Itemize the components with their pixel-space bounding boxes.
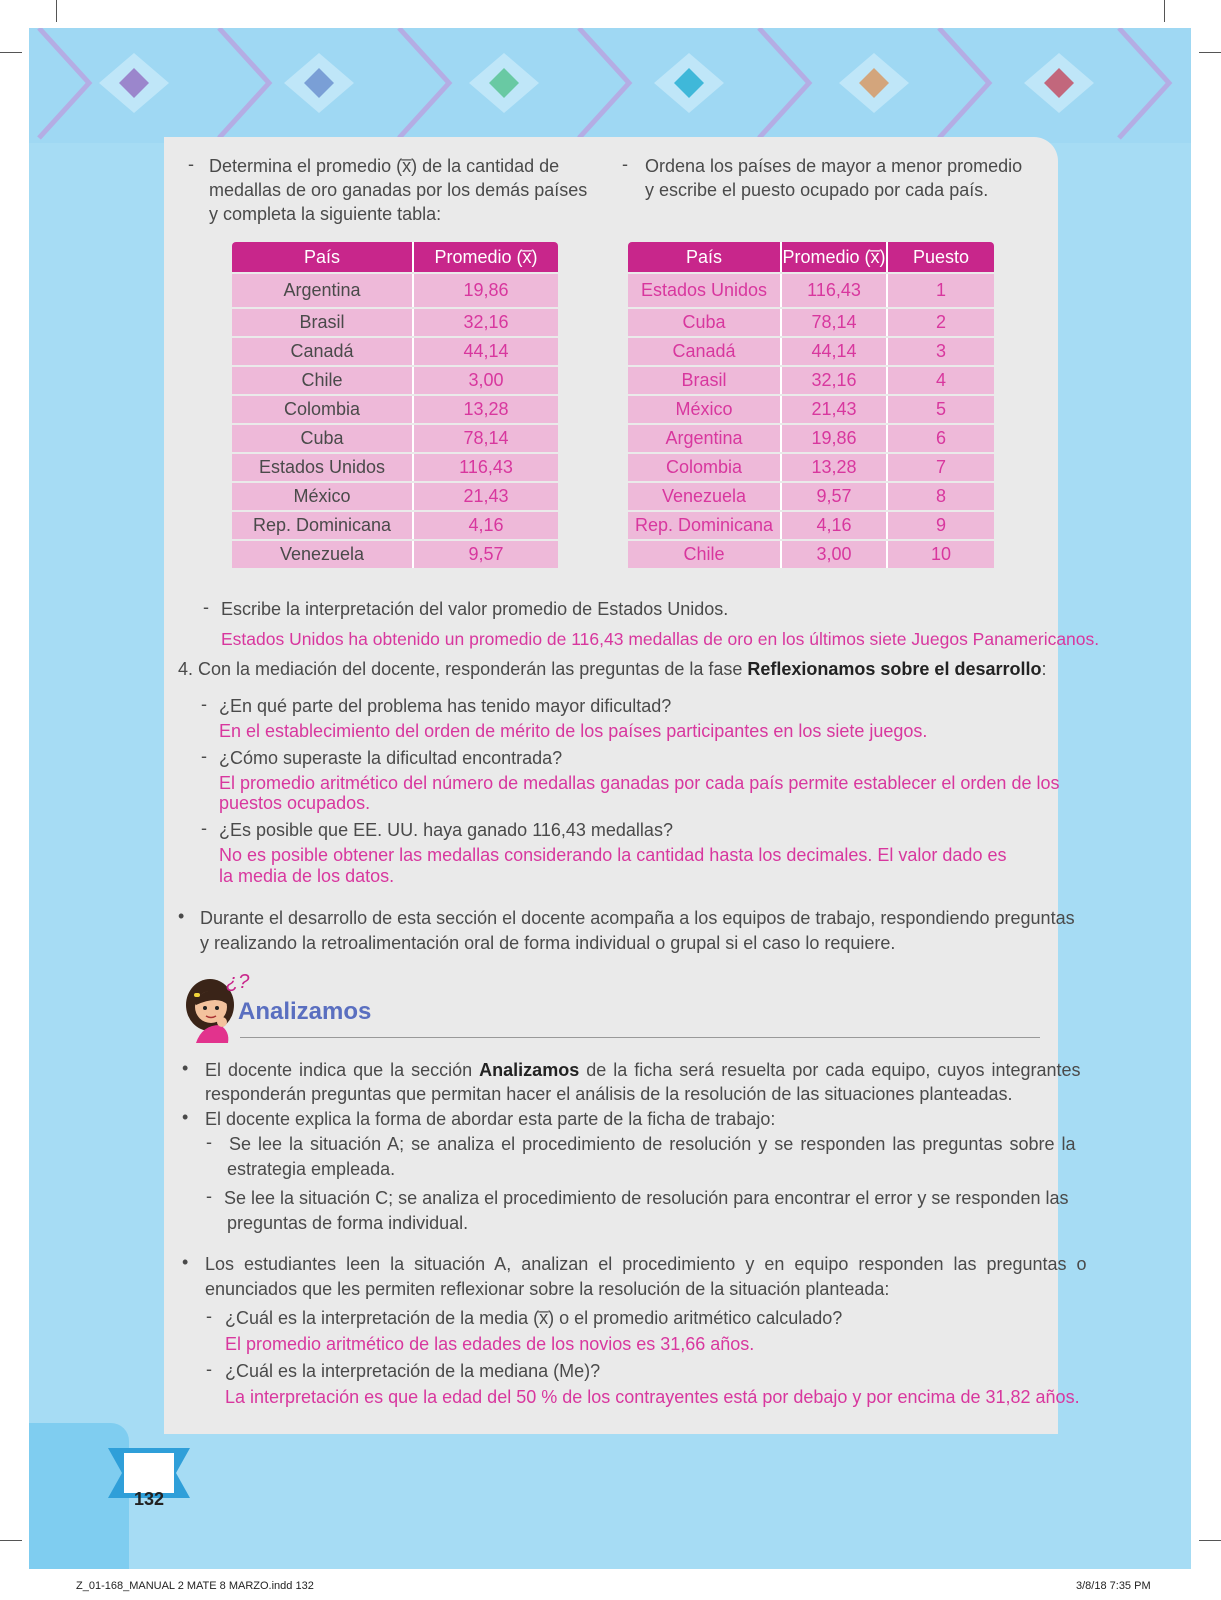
country-cell: Argentina	[232, 274, 414, 307]
section-divider	[240, 1037, 1040, 1038]
bullet-2-bold: Analizamos	[479, 1060, 580, 1080]
bullet-2-line-1	[205, 1058, 1081, 1082]
average-cell: 78,14	[414, 425, 558, 452]
table-averages	[232, 240, 558, 570]
table-row	[232, 338, 558, 365]
rank-cell: 2	[888, 309, 994, 336]
average-cell: 4,16	[782, 512, 888, 539]
answer-5: La interpretación es que la edad del 50 % de los contrayentes está por debajo y por encima de 31,82 años.	[225, 1387, 1080, 1407]
crop-mark	[1199, 52, 1221, 53]
country-cell: Brasil	[232, 309, 414, 336]
table-row	[232, 274, 558, 307]
country-cell: Colombia	[232, 396, 414, 423]
item-4-suffix: :	[1041, 659, 1047, 679]
dash-bullet: -	[206, 1306, 212, 1326]
rank-cell: 10	[888, 541, 994, 568]
bullet-2-suffix: de la ficha será resuelta por cada equipo, cuyos integrantes	[579, 1060, 1081, 1080]
table-row	[628, 512, 994, 539]
question-1: ¿En qué parte del problema has tenido mayor dificultad?	[219, 696, 672, 716]
average-cell: 9,57	[782, 483, 888, 510]
table-row	[232, 483, 558, 510]
rank-cell: 6	[888, 425, 994, 452]
rank-cell: 4	[888, 367, 994, 394]
average-cell: 19,86	[414, 274, 558, 307]
left-instruction: Determina el promedio (x̅) de la cantidad de medallas de oro ganadas por los demás países y completa la siguiente tabla:	[209, 156, 588, 224]
average-cell: 21,43	[414, 483, 558, 510]
average-cell: 32,16	[782, 367, 888, 394]
average-cell: 78,14	[782, 309, 888, 336]
country-cell: Canadá	[628, 338, 782, 365]
bullet: •	[182, 1058, 189, 1078]
bullet-3-sub-2-line-1: Se lee la situación C; se analiza el procedimiento de resolución para encontrar el error y se responden las	[224, 1188, 1069, 1208]
table-row	[628, 425, 994, 452]
country-cell: México	[628, 396, 782, 423]
table-row	[232, 512, 558, 539]
page-number: 132	[133, 1489, 165, 1509]
crop-mark	[0, 1540, 22, 1541]
rank-cell: 7	[888, 454, 994, 481]
answer-1: En el establecimiento del orden de mérito de los países participantes en los siete juegos.	[219, 721, 928, 741]
table-row	[628, 309, 994, 336]
bullet-2-line-2: responderán preguntas que permitan hacer el análisis de la resolución de las situaciones planteadas.	[205, 1084, 1013, 1104]
answer-2-line-2: puestos ocupados.	[219, 793, 371, 813]
country-cell: Cuba	[628, 309, 782, 336]
average-cell: 21,43	[782, 396, 888, 423]
item-4	[178, 657, 1047, 681]
average-cell: 13,28	[782, 454, 888, 481]
average-cell: 13,28	[414, 396, 558, 423]
section-title: Analizamos	[238, 998, 372, 1025]
country-cell: Chile	[628, 541, 782, 568]
bullet-1-line-1: Durante el desarrollo de esta sección el docente acompaña a los equipos de trabajo, respondiendo preguntas	[200, 908, 1075, 928]
country-cell: Cuba	[232, 425, 414, 452]
rank-cell: 9	[888, 512, 994, 539]
column-header: País	[628, 242, 782, 272]
bullet-4-line-1: Los estudiantes leen la situación A, analizan el procedimiento y en equipo responden las preguntas o	[205, 1254, 1087, 1274]
bullet-4-line-2: enunciados que les permiten reflexionar sobre la resolución de la situación planteada:	[205, 1279, 890, 1299]
bullet-3-sub-2-line-2: preguntas de forma individual.	[227, 1213, 469, 1233]
country-cell: Rep. Dominicana	[628, 512, 782, 539]
country-cell: Chile	[232, 367, 414, 394]
table-ranking	[628, 240, 994, 570]
answer-3-line-1: No es posible obtener las medallas considerando la cantidad hasta los decimales. El valor dado es	[219, 845, 1007, 865]
average-cell: 32,16	[414, 309, 558, 336]
table-row	[232, 396, 558, 423]
column-header: Puesto	[888, 242, 994, 272]
answer-4: El promedio aritmético de las edades de los novios es 31,66 años.	[225, 1334, 755, 1354]
crop-mark	[1199, 1540, 1221, 1541]
average-cell: 44,14	[782, 338, 888, 365]
average-cell: 19,86	[782, 425, 888, 452]
decorative-header-band	[29, 28, 1191, 143]
average-cell: 3,00	[414, 367, 558, 394]
crop-mark	[0, 52, 22, 53]
table-row	[628, 483, 994, 510]
country-cell: Estados Unidos	[628, 274, 782, 307]
answer-3-line-2: la media de los datos.	[219, 866, 395, 886]
bullet-3-sub-1-line-1: Se lee la situación A; se analiza el procedimiento de resolución y se responden las preguntas sobre la	[229, 1134, 1076, 1154]
bullet-1-line-2: y realizando la retroalimentación oral de forma individual o grupal si el caso lo requiere.	[200, 933, 896, 953]
country-cell: Estados Unidos	[232, 454, 414, 481]
bullet: •	[182, 1107, 189, 1127]
crop-mark	[56, 0, 57, 22]
column-header: Promedio (x̅)	[782, 242, 888, 272]
bullet: •	[182, 1252, 189, 1272]
bullet-2-text: El docente indica que la sección	[205, 1060, 480, 1080]
country-cell: Venezuela	[232, 541, 414, 568]
dash-bullet: -	[206, 1359, 212, 1379]
footer-timestamp: 3/8/18 7:35 PM	[1076, 1580, 1151, 1592]
table-row	[232, 541, 558, 568]
table-row	[628, 396, 994, 423]
bullet-3: El docente explica la forma de abordar esta parte de la ficha de trabajo:	[205, 1109, 776, 1129]
country-cell: Venezuela	[628, 483, 782, 510]
dash-bullet: -	[206, 1132, 212, 1152]
rank-cell: 5	[888, 396, 994, 423]
dash-bullet: -	[201, 818, 207, 838]
average-cell: 3,00	[782, 541, 888, 568]
bullet-3-sub-1-line-2: estrategia empleada.	[227, 1159, 396, 1179]
answer-2-line-1: El promedio aritmético del número de medallas ganadas por cada país permite establecer el orden de los	[219, 773, 1060, 793]
table-row	[232, 367, 558, 394]
country-cell: Argentina	[628, 425, 782, 452]
column-header: Promedio (x̅)	[414, 242, 558, 272]
rank-cell: 8	[888, 483, 994, 510]
average-cell: 44,14	[414, 338, 558, 365]
column-header: País	[232, 242, 414, 272]
average-cell: 9,57	[414, 541, 558, 568]
table-row	[232, 309, 558, 336]
interpretation-answer: Estados Unidos ha obtenido un promedio de 116,43 medallas de oro en los últimos siete Juegos Panamericanos.	[221, 629, 1100, 649]
table-row	[628, 541, 994, 568]
bullet: •	[178, 906, 185, 926]
table-header-row	[628, 242, 994, 272]
dash-bullet: -	[201, 694, 207, 714]
decorative-pattern	[29, 28, 1191, 143]
dash-bullet: -	[203, 597, 209, 617]
item-4-bold: Reflexionamos sobre el desarrollo	[747, 659, 1042, 679]
average-cell: 116,43	[782, 274, 888, 307]
dash-bullet: -	[201, 746, 207, 766]
table-row	[232, 425, 558, 452]
question-4: ¿Cuál es la interpretación de la media (x̅) o el promedio aritmético calculado?	[225, 1308, 843, 1328]
country-cell: Rep. Dominicana	[232, 512, 414, 539]
table-row	[628, 367, 994, 394]
table-row	[628, 454, 994, 481]
country-cell: Brasil	[628, 367, 782, 394]
table-row	[628, 274, 994, 307]
crop-mark	[1164, 0, 1165, 22]
rank-cell: 1	[888, 274, 994, 307]
country-cell: México	[232, 483, 414, 510]
rank-cell: 3	[888, 338, 994, 365]
dash-bullet: -	[622, 154, 628, 174]
dash-bullet: -	[188, 154, 194, 174]
table-row	[232, 454, 558, 481]
right-instruction: Ordena los países de mayor a menor promedio y escribe el puesto ocupado por cada país.	[645, 156, 1023, 200]
table-row	[628, 338, 994, 365]
question-5: ¿Cuál es la interpretación de la mediana (Me)?	[225, 1361, 601, 1381]
item-4-text: 4. Con la mediación del docente, responderán las preguntas de la fase	[178, 659, 748, 679]
question-2: ¿Cómo superaste la dificultad encontrada?	[219, 748, 563, 768]
country-cell: Colombia	[628, 454, 782, 481]
interpretation-question: Escribe la interpretación del valor promedio de Estados Unidos.	[221, 599, 729, 619]
footer-file-info: Z_01-168_MANUAL 2 MATE 8 MARZO.indd 132	[76, 1580, 314, 1592]
average-cell: 4,16	[414, 512, 558, 539]
question-3: ¿Es posible que EE. UU. haya ganado 116,43 medallas?	[219, 820, 673, 840]
average-cell: 116,43	[414, 454, 558, 481]
section-question-mark: ¿?	[226, 971, 250, 993]
country-cell: Canadá	[232, 338, 414, 365]
dash-bullet: -	[206, 1186, 212, 1206]
table-header-row	[232, 242, 558, 272]
